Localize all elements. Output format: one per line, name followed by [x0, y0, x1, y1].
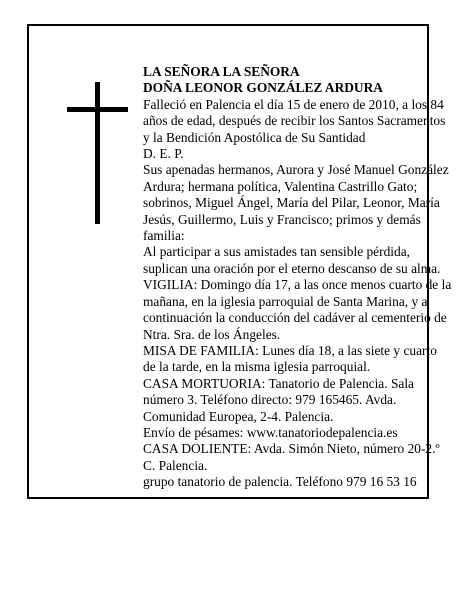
vigil-paragraph: VIGILIA: Domingo día 17, a las once menos cuarto de la mañana, en la iglesia parroquial de Santa Marina, y a continuación la conducción del cadáver al cementerio de Ntra. Sra. de los Ángeles.: [143, 277, 452, 342]
cross-icon-crossbar: [67, 107, 128, 112]
cross-icon: [95, 82, 100, 224]
condolences-paragraph: Envío de pésames: www.tanatoriodepalencia.es: [143, 424, 398, 440]
mass-paragraph: MISA DE FAMILIA: Lunes día 18, a las siete y cuarto de la tarde, en la misma iglesia parroquial.: [143, 342, 437, 375]
dep-line: D. E. P.: [143, 146, 184, 162]
funeral-home-paragraph: CASA MORTUORIA: Tanatorio de Palencia. Sala número 3. Teléfono directo: 979 165465. Avda. Comunidad Europea, 2-4. Palencia.: [143, 375, 414, 424]
family-home-paragraph: CASA DOLIENTE: Avda. Simón Nieto, número 20-2.º C. Palencia.: [143, 441, 440, 473]
death-paragraph: Falleció en Palencia el día 15 de enero de 2010, a los 84 años de edad, después de recibir los Santos Sacramentos y la Bendición Apostólica de Su Santidad: [143, 96, 446, 145]
request-paragraph: Al participar a sus amistades tan sensible pérdida, suplican una oración por el eterno descanso de su alma.: [143, 244, 441, 276]
deceased-name: DOÑA LEONOR GONZÁLEZ ARDURA: [143, 80, 383, 96]
obituary-text: [143, 64, 452, 491]
title-line: LA SEÑORA LA SEÑORA: [143, 64, 300, 79]
obituary-notice: [27, 24, 452, 499]
footer-paragraph: grupo tanatorio de palencia. Teléfono 979 16 53 16: [143, 474, 417, 490]
family-paragraph: Sus apenadas hermanos, Aurora y José Manuel González Ardura; hermana política, Valentina Castrillo Gato; sobrinos, Miguel Ángel, María del Pilar, Leonor, María Jesús, Guillermo, Luis y Francisco; primos y demás familia:: [143, 162, 449, 244]
